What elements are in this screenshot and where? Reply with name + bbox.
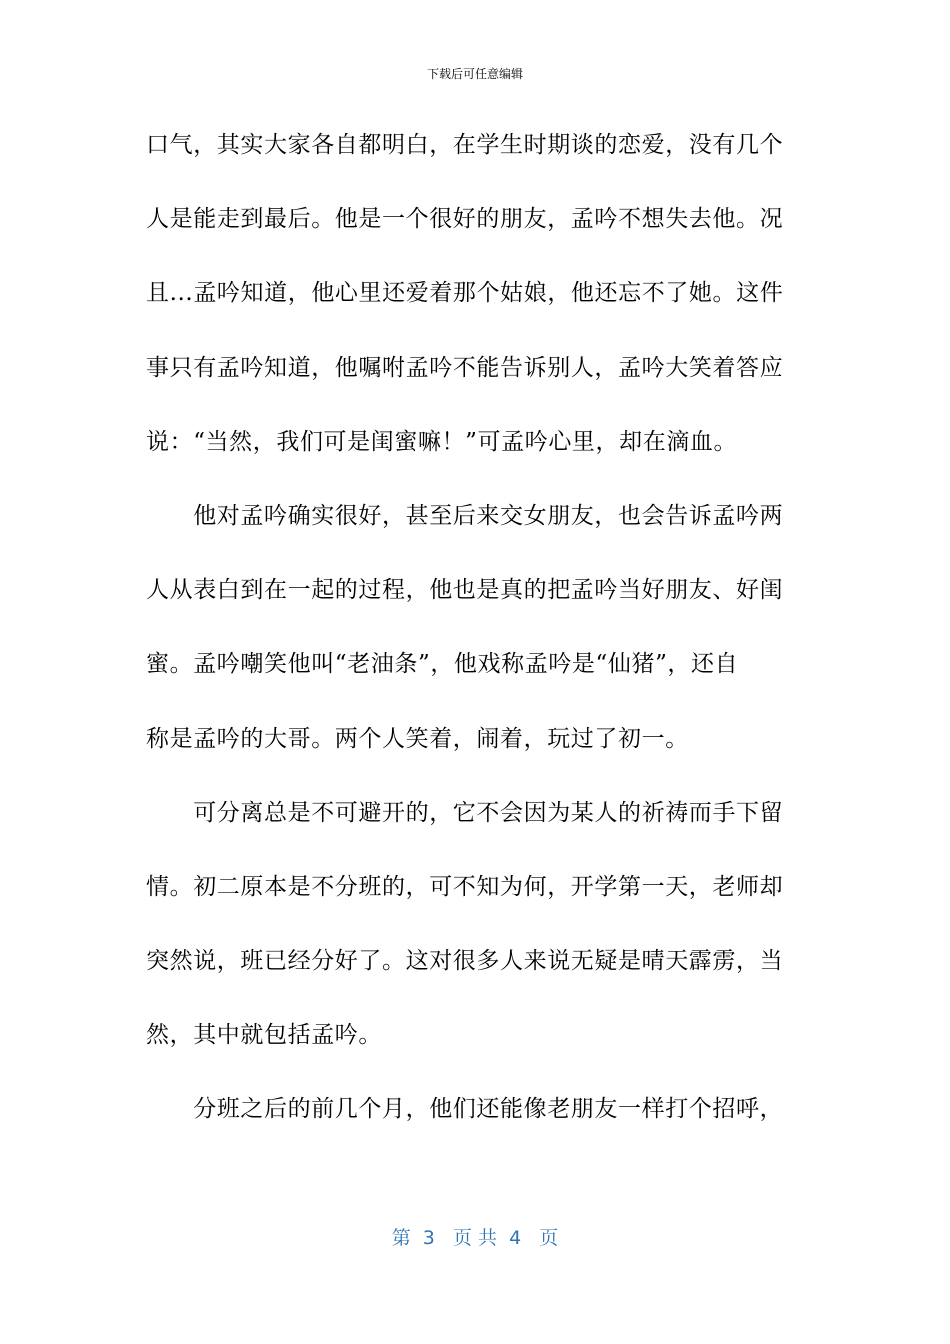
text-line: 人是能走到最后。他是一个很好的朋友，孟吟不想失去他。况 [146,206,784,233]
text-line: 他对孟吟确实很好，甚至后来交女朋友，也会告诉孟吟两 [146,502,784,529]
text-line: 蜜。孟吟嘲笑他叫“老油条”，他戏称孟吟是“仙猪”，还自 [146,651,739,678]
document-body [146,126,806,1165]
text-line: 说：“当然，我们可是闺蜜嘛！”可孟吟心里，却在滴血。 [146,428,738,455]
text-line: 突然说，班已经分好了。这对很多人来说无疑是晴天霹雳，当 [146,948,784,975]
text-line: 且...孟吟知道，他心里还爱着那个姑娘，他还忘不了她。这件 [146,280,784,307]
text-line: 事只有孟吟知道，他嘱咐孟吟不能告诉别人，孟吟大笑着答应 [146,354,784,381]
text-line: 人从表白到在一起的过程，他也是真的把孟吟当好朋友、好闺 [146,577,784,604]
page-header: 下载后可任意编辑 [426,67,523,81]
text-line: 称是孟吟的大哥。两个人笑着，闹着，玩过了初一。 [146,725,689,752]
text-line: 口气，其实大家各自都明白，在学生时期谈的恋爱，没有几个 [146,132,784,158]
page-footer: 第 3 页 共 4 页 [391,1227,559,1249]
text-line: 分班之后的前几个月，他们还能像老朋友一样打个招呼， [146,1096,784,1123]
text-line: 可分离总是不可避开的，它不会因为某人的祈祷而手下留 [146,799,784,826]
text-line: 然，其中就包括孟吟。 [146,1022,382,1049]
text-line: 情。初二原本是不分班的，可不知为何，开学第一天，老师却 [146,873,784,900]
